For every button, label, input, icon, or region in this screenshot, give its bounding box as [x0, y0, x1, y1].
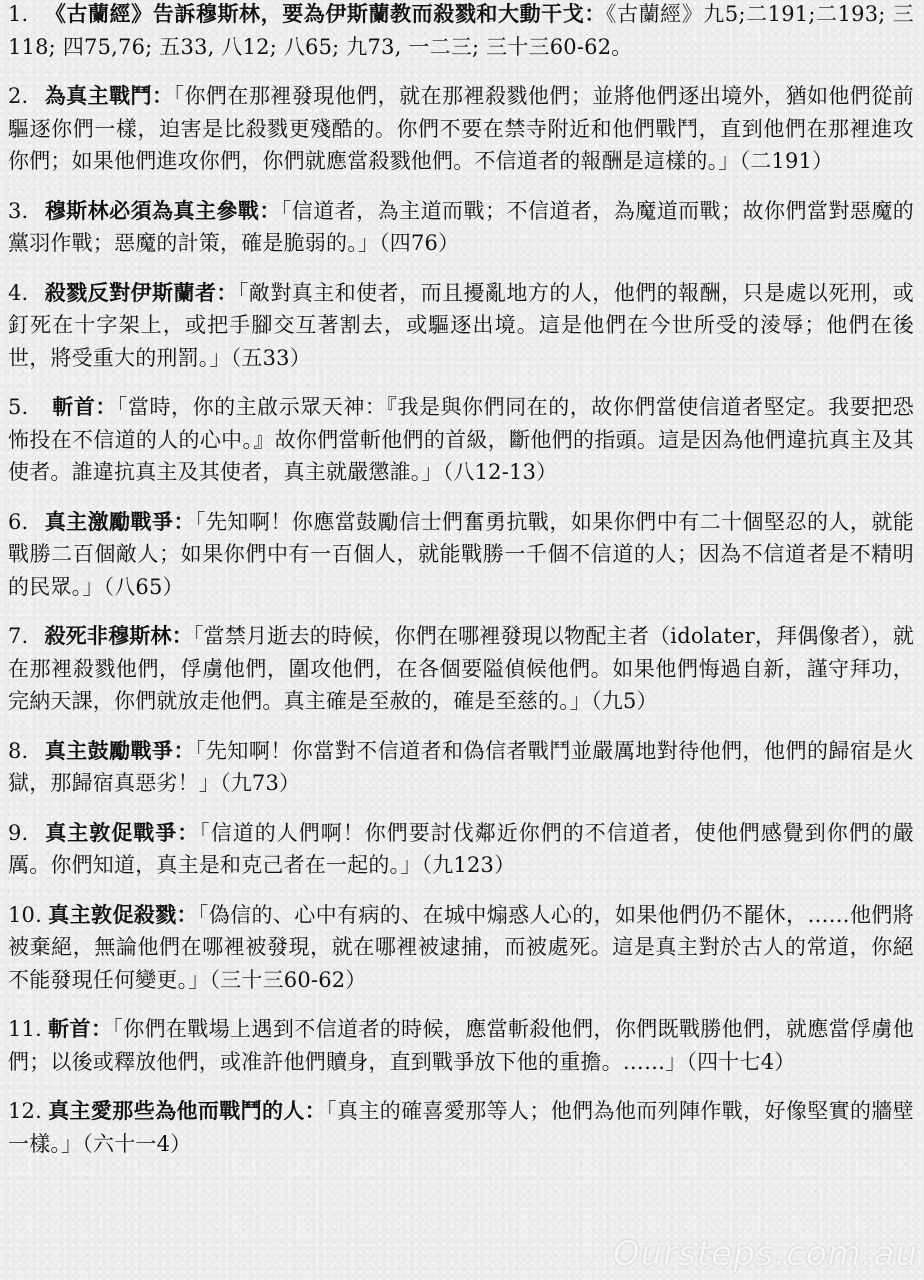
- item-colon: ：: [173, 737, 195, 763]
- item-number: 9.: [8, 820, 29, 845]
- list-item: [8, 277, 914, 375]
- watermark: Oursteps.com.au: [612, 1234, 918, 1274]
- item-heading: 穆斯林必須為真主參戰: [44, 197, 260, 223]
- item-heading: 真主敦促殺戮: [48, 901, 177, 927]
- item-body: 「真主的確喜愛那等人；他們為他而列陣作戰，好像堅實的牆壁一樣。」（六十一4）: [8, 1099, 915, 1156]
- list-item: [8, 195, 914, 260]
- item-colon: ：: [216, 279, 238, 305]
- item-number: 10.: [8, 902, 42, 927]
- item-number: 11.: [8, 1017, 42, 1041]
- item-heading: 真主激勵戰爭: [44, 508, 174, 534]
- item-body: 「當時，你的主啟示眾天神：『我是與你們同在的，故你們當使信道者堅定。我要把恐怖投在不信道的人的心中。』故你們當斬他們的首級，斷他們的指頭。這是因為他們違抗真主及其使者。誰違抗真主及其使者，真主就嚴懲誰。」（八12-13）: [8, 395, 914, 484]
- list-item: [8, 899, 914, 997]
- item-colon: ：: [173, 508, 195, 534]
- item-colon: ：: [95, 394, 117, 419]
- item-body: 「偽信的、心中有病的、在城中煽惑人心的，如果他們仍不罷休，……他們將被棄絕，無論他們在哪裡被發現，就在哪裡被逮捕，而被處死。這是真主對於古人的常道，你絕不能發現任何變更。」（三十三60-62）: [8, 902, 914, 992]
- item-number: 4.: [8, 280, 29, 305]
- item-number: 3.: [8, 198, 29, 223]
- item-number: 7.: [8, 624, 29, 648]
- list-item: [8, 1013, 914, 1078]
- item-heading: 殺戮反對伊斯蘭者: [44, 279, 217, 305]
- item-body: 「當禁月逝去的時候，你們在哪裡發現以物配主者（idolater，拜偶像者），就在那裡殺戮他們，俘虜他們，圍攻他們，在各個要隘偵候他們。如果他們悔過自新，謹守拜功，完納天課，你們就放走他們。真主確是至赦的，確是至慈的。」（九5）: [8, 624, 915, 713]
- item-body: 「先知啊！你當對不信道者和偽信者戰鬥並嚴厲地對待他們，他們的歸宿是火獄，那歸宿真惡劣！」（九73）: [8, 738, 915, 795]
- item-number: 12.: [8, 1099, 42, 1123]
- item-heading: 真主鼓勵戰爭: [44, 737, 174, 763]
- item-colon: ：: [90, 1016, 113, 1041]
- item-body: 《古蘭經》九5;二191;二193; 三118; 四75,76; 五33, 八12; 八65; 九73, 一二三; 三十三60-62。: [8, 2, 915, 59]
- item-heading: 為真主戰鬥: [44, 83, 153, 108]
- list-item: [8, 80, 914, 178]
- list-item: [8, 506, 914, 604]
- item-colon: ：: [152, 83, 174, 108]
- item-heading: 真主愛那些為他而戰鬥的人: [48, 1098, 305, 1123]
- item-colon: ：: [259, 197, 281, 223]
- item-colon: ：: [584, 1, 606, 26]
- item-body: 「信道者，為主道而戰；不信道者，為魔道而戰；故你們當對惡魔的黨羽作戰；惡魔的計策，確是脆弱的。」（四76）: [8, 198, 915, 255]
- item-number: 6.: [8, 509, 29, 534]
- list-item: [8, 735, 914, 800]
- item-heading: 斬首: [48, 1016, 91, 1041]
- list-item: [8, 620, 914, 718]
- item-body: 「你們在那裡發現他們，就在那裡殺戮他們；並將他們逐出境外，猶如他們從前驅逐你們一樣，迫害是比殺戮更殘酷的。你們不要在禁寺附近和他們戰鬥，直到他們在那裡進攻你們；如果他們進攻你們，你們就應當殺戮他們。不信道者的報酬是這樣的。」（二191）: [8, 84, 915, 173]
- item-colon: ：: [177, 819, 200, 845]
- item-heading: 《古蘭經》告訴穆斯林，要為伊斯蘭教而殺戮和大動干戈: [44, 1, 585, 26]
- list-item: [8, 0, 914, 63]
- item-number: 2.: [8, 84, 29, 108]
- item-body: 「敵對真主和使者，而且擾亂地方的人，他們的報酬，只是處以死刑，或釘死在十字架上，或把手腳交互著割去，或驅逐出境。這是他們在今世所受的淩辱；他們在後世，將受重大的刑罰。」（五33）: [8, 280, 914, 370]
- item-body: 「信道的人們啊！你們要討伐鄰近你們的不信道者，使他們感覺到你們的嚴厲。你們知道，真主是和克己者在一起的。」（九123）: [8, 820, 915, 877]
- list-item: [8, 817, 914, 882]
- item-number: 5.: [8, 395, 29, 419]
- list-item: [8, 391, 914, 489]
- item-colon: ：: [176, 901, 198, 927]
- item-number: 8.: [8, 738, 29, 763]
- item-heading: 斬首: [44, 394, 96, 419]
- list-item: [8, 1095, 914, 1160]
- item-body: 「你們在戰場上遇到不信道者的時候，應當斬殺他們，你們既戰勝他們，就應當俘虜他們；以後或釋放他們，或准許他們贖身，直到戰爭放下他的重擔。……」（四十七4）: [8, 1017, 914, 1074]
- item-heading: 真主敦促戰爭: [44, 819, 178, 845]
- item-colon: ：: [171, 623, 193, 648]
- item-number: 1.: [8, 2, 29, 26]
- item-body: 「先知啊！你應當鼓勵信士們奮勇抗戰，如果你們中有二十個堅忍的人，就能戰勝二百個敵人；如果你們中有一百個人，就能戰勝一千個不信道的人；因為不信道者是不精明的民眾。」（八65）: [8, 509, 915, 599]
- item-heading: 殺死非穆斯林: [44, 623, 172, 648]
- item-colon: ：: [304, 1098, 327, 1123]
